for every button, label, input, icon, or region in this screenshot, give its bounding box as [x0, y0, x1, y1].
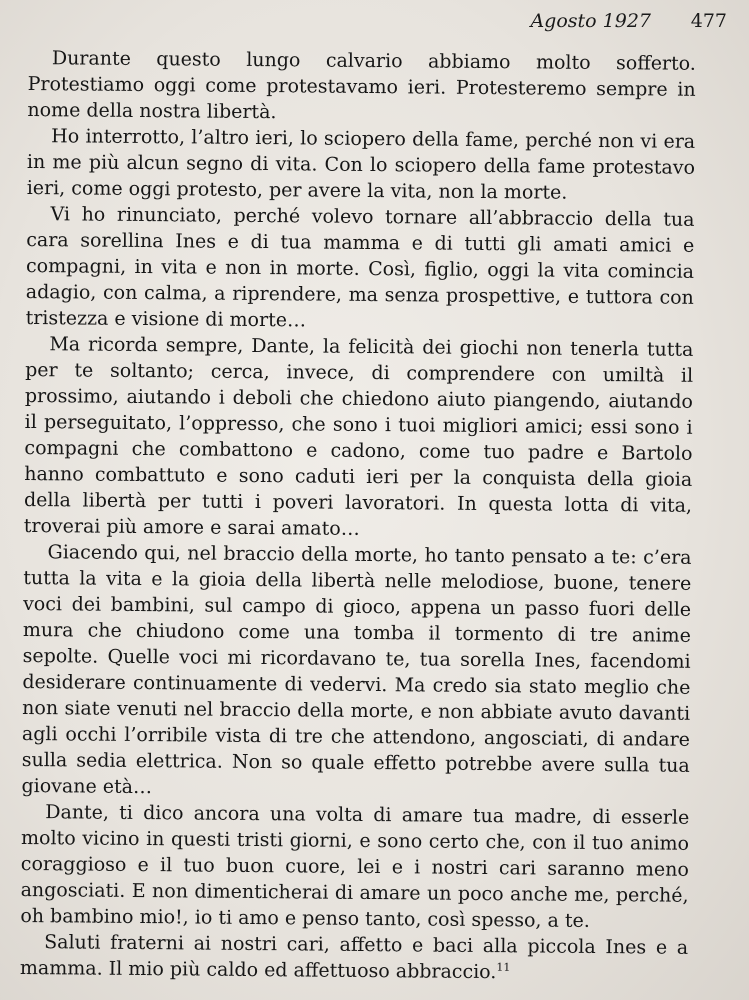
- paragraph-7: [20, 929, 688, 987]
- paragraph-4: Ma ricorda sempre, Dante, la felicità dei giochi non tenerla tutta per te soltanto; cerca, invece, di comprendere con umiltà il prossimo, aiutando i deboli che chiedono aiuto piangendo, aiutando il perseguitato, l’oppresso, che sono i tuoi migliori amici; essi sono i compagni che combattono e cadono, come tuo padre e Bartolo hanno combattuto e sono caduti ieri per la conquista della gioia della libertà per tutti i poveri lavoratori. In questa lotta di vita, troverai più amore e sarai amato…: [23, 333, 694, 540]
- footnote-marker: 11: [496, 960, 511, 974]
- page-header: [0, 10, 749, 40]
- running-title: Agosto 1927: [530, 10, 651, 32]
- closing-text: Saluti fraterni ai nostri cari, affetto e baci alla piccola Ines e a mamma. Il mio più caldo ed affettuoso abbraccio.: [19, 931, 689, 984]
- paragraph-3: Vi ho rinunciato, perché volevo tornare all’abbraccio della tua cara sorellina Ines e di tua mamma e di tutti gli amati amici e compagni, in vita e non in morte. Così, figlio, oggi la vita comincia adagio, con calma, a riprendere, ma senza prospettive, e tuttora con tristezza e visione di morte…: [25, 203, 695, 332]
- paragraph-6: Dante, ti dico ancora una volta di amare tua madre, di esserle molto vicino in questi tristi giorni, e sono certo che, con il tuo animo coraggioso e il tuo buon cuore, lei e i nostri cari saranno meno angosciati. E non dimenticherai di amare un poco anche me, perché, oh bambino mio!, io ti amo e penso tanto, così spesso, a te.: [20, 801, 690, 932]
- paragraph-1: Durante questo lungo calvario abbiamo molto sofferto. Protestiamo oggi come protestavamo ieri. Protesteremo sempre in nome della nostra libertà.: [27, 47, 696, 124]
- paragraph-2: Ho interrotto, l’altro ieri, lo sciopero della fame, perché non vi era in me più alcun segno di vita. Con lo sciopero della fame protestavo ieri, come oggi protesto, per avere la vita, non la morte.: [26, 125, 696, 204]
- paragraph-5: Giacendo qui, nel braccio della morte, ho tanto pensato a te: c’era tutta la vita e la gioia della libertà nelle melodiose, buone, tenere voci dei bambini, sul campo di gioco, appena un passo fuori delle mura che chiudono come una tomba il tormento di tre anime sepolte. Quelle voci mi ricordavano te, tua sorella Ines, facendomi desiderare continuamente di vedervi. Ma credo sia stato meglio che non siate venuti nel braccio della morte, e non abbiate avuto davanti agli occhi l’orribile vista di tre che attendono, angosciati, di andare sulla sedia elettrica. Non so quale effetto potrebbe avere sulla tua giovane età…: [21, 541, 692, 799]
- page-number: 477: [690, 10, 727, 32]
- letter-body: [20, 45, 696, 987]
